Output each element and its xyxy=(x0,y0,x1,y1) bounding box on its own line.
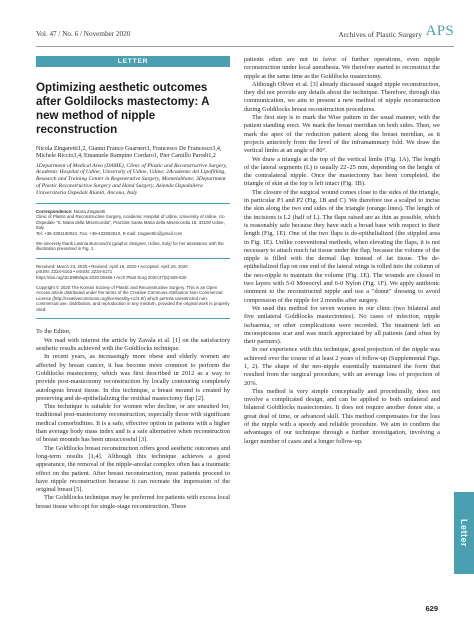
paragraph: patients often are not in favor of further operations, even nipple reconstruction under local anesthesia. We therefore started to reconstruct the nipple at the same time as the Goldilocks mastectomy. xyxy=(244,56,440,80)
paragraph: To the Editor, xyxy=(36,328,71,336)
article-type-banner: LETTER xyxy=(36,56,230,67)
paragraph: This technique is suitable for women who decline, or are unsuited for, traditional post-mastectomy reconstruction, especially those with significant medical comorbidities. It is a safe, effective option in patients with a higher than average body mass index and is a safe alternative when reconstruction of breast mounds has been unsuccessful [3]. xyxy=(36,403,230,444)
author-list: Nicola Zingaretti1,2, Gianni Franco Guarneri1, Francesco De Francesco3,4, Michele Riccio3,4, Emanuele Rampino Cordaro1, Pier Camillo Parodi1,2 xyxy=(36,146,222,160)
right-column xyxy=(244,56,440,446)
paragraph: The Goldilocks technique may be preferred for patients with excess local breast tissue who opt for single-stage reconstruction. These xyxy=(36,494,230,510)
body-text-left xyxy=(36,328,230,511)
side-tab-label: Letter xyxy=(459,518,469,548)
correspondence-label: Correspondence: xyxy=(36,208,73,214)
paragraph: The first step is to mark the Wise pattern in the usual manner, with the patient standing erect. We mark the breast meridian on both sides. Then, we mark the apex of the reduction pattern along the breast meridian, as it projects anteriorly from the level of the inframammary fold. We draw the vertical limbs at an angle of 80°. xyxy=(244,114,440,155)
correspondence-name: Nicola Zingaretti xyxy=(73,208,106,214)
header-divider xyxy=(36,46,454,47)
correspondence-block xyxy=(36,209,230,252)
copyright-notice: Copyright © 2020 The Korean Society of Plastic and Reconstructive Surgery. This is an Open Access article distributed under the terms of the Creative Commons Attribution Non-Commercial License (http://creativecommons.org/licenses/by-nc/4.0/) which permits unrestricted non-commercial use, distribution, and reproduction in any medium, provided the original work is properly cited. xyxy=(36,284,230,312)
acknowledgment: We sincerely thank Lavinia Burcovschi (graphic designer, Udine, Italy) for her assistance with the illustration presented in Fig. 1. xyxy=(36,240,224,252)
paragraph: This method is very simple conceptually and procedurally, does not involve a complicated design, and can be applied to both unilateral and bilateral Goldilocks mastectomies. It does not require another donor site, a great deal of time, or advanced skill. This method compensates for the loss of the nipple with a speedy and reliable procedure. We aim to confirm the advantages of our technique through a further investigation, involving a larger number of cases and a longer follow-up. xyxy=(244,387,440,445)
publication-info xyxy=(36,264,230,313)
article-dates: Received: March 23, 2020 • Revised: April 19, 2020 • Accepted: April 29, 2020 xyxy=(36,263,188,269)
left-column xyxy=(36,56,230,511)
journal-name: Archives of Plastic Surgery xyxy=(338,30,422,39)
paragraph: Although Oliver et al. [3] already discussed staged nipple reconstruction, they did not provide any details about the technique. Therefore, through this communication, we aim to present a new method of nipple reconstruction during Goldilocks breast reconstruction procedures. xyxy=(244,80,440,113)
doi-link[interactable]: https://doi.org/10.5999/aps.2020.00486 • Arch Plast Surg 2020;47(6):629-630 xyxy=(36,274,187,280)
section-side-tab xyxy=(454,492,474,574)
paragraph: We used this method for seven women in our clinic (two bilateral and five unilateral Goldilocks mastectomies). No cases of infection, nipple ischaemia, or other complications were recorded. The treatment left an inconspicuous scar and was much appreciated by all patients (and often by their partners). xyxy=(244,304,440,346)
correspondence-address: Clinic of Plastic and Reconstructive Surgery, Academic Hospital of Udine, University of Udine, c/o Ospedale "S. Maria della Misericordia", Piazzale Santa Maria della Misericordia 15, 33100 Udine, Italy xyxy=(36,214,225,231)
paragraph: We read with interest the article by Zavala et al. [1] on the satisfactory aesthetic results achieved with the Goldilocks technique. xyxy=(36,336,230,353)
paragraph: The closure of the surgical wound comes close to the sides of the triangle, in particular P1 and P2 (Fig. 1B and C). We therefore use a scalpel to incise the skin along the two end sides of the triangle (orange lines). The length of the incisions is L2 (half of L). The flaps raised are as thin as possible, which is reasonably safe because they have such a broad base with respect to their length (Fig. 1E). One of the two flaps is de-epithelialized (the stippled area in Fig. 1E). Unlike conventional methods, when elevating the flaps, it is not necessary to attach much fat tissue under the flap, because the volume of the nipple is filled with the dermal flap instead of fat tissue. The de-epithelialized flap on one end of the lateral wings is rolled into the column of the neo-nipple to maintain the volume (Fig. 1E). The wounds are closed in two layers with 5-0 Monocryl and 6-0 Nylon (Fig. 1F). We apply antibiotic ointment to the reconstructed nipple and use a "donut" dressing to avoid compression of the nipple for 2 months after surgery. xyxy=(244,188,440,304)
affiliations: 1Department of Medical Area (DAME), Clinic of Plastic and Reconstructive Surgery, Academic Hospital of Udine, University of Udine, Udine; 2Academic del Lipofilling, Research and Training Center in Regenerative Surgery, Montelabbate; 3Department of Plastic Reconstructive Surgery and Hand Surgery, Azienda Ospedaliera Universitaria Ospedali Riuniti, Ancona, Italy xyxy=(36,162,228,196)
meta-divider-top xyxy=(36,203,230,204)
article-title: Optimizing aesthetic outcomes after Goldilocks mastectomy: A new method of nipple reconstruction xyxy=(36,81,210,136)
paragraph: The Goldilocks breast reconstruction offers good aesthetic outcomes and long-term results [1,4]. Although this technique achieves a good appearance, the removal of the nipple-areolar complex often has a traumatic effect on the patient. After breast reconstruction, most patients proceed to have nipple reconstruction because it can recreate the impression of the original breast [5]. xyxy=(36,444,230,494)
issn-info: pISSN: 2234-6163 • eISSN: 2234-6171 xyxy=(36,269,113,275)
paragraph: In recent years, as increasingly more obese and elderly women are affected by breast cancer, it has become more common to perform the Goldilocks mastectomy, which was first described in 2012 as a way to provide post-mastectomy reconstruction by locally contouring completely autologous breast tissue. In this technique, a breast mound is created by preserving and de-epithelializing the residual mastectomy flap [2]. xyxy=(36,353,230,402)
correspondence-contact: Tel: +39-3391190024, Fax: +39-432552510, E-mail: zingarettin@gmail.com xyxy=(36,230,183,236)
meta-divider-middle xyxy=(36,258,230,259)
meta-divider-bottom xyxy=(36,318,230,319)
paragraph: In our experience with this technique, good projection of the nipple was achieved over the course of at least 2 years of follow-up (Supplemental Figs. 1, 2). The shape of the neo-nipple essentially maintained the form that resulted from the surgical procedure, with an average loss of projection of 20%. xyxy=(244,346,440,387)
journal-logo: APS xyxy=(425,23,454,39)
page-number: 629 xyxy=(425,604,438,613)
issue-info: Vol. 47 / No. 6 / November 2020 xyxy=(36,30,131,38)
paragraph: We draw a triangle at the top of the vertical limbs (Fig. 1A). The length of the lateral segments (L) is usually 22–25 mm, depending on the height of the contralateral nipple. Once the mastectomy has been completed, the triangle of skin at the top is left intact (Fig. 1B). xyxy=(244,155,440,188)
